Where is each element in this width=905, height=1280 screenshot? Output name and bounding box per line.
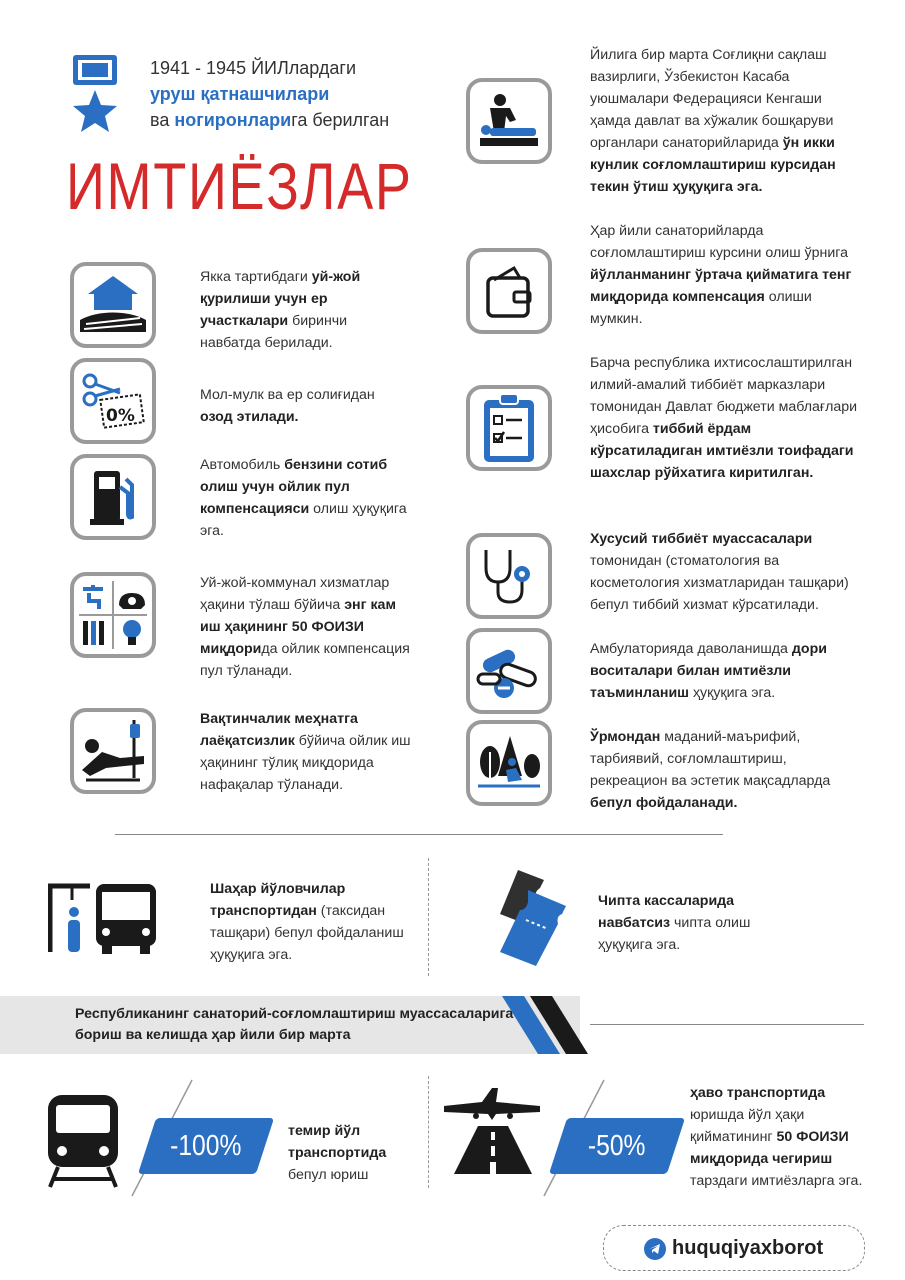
header-subtitle: 1941 - 1945 ЙИЛлардаги уруш қатнашчилари ва ногиронларига берилган [150, 58, 390, 130]
bus-stop-icon [48, 880, 160, 956]
airplane-runway-icon [442, 1084, 544, 1176]
city-transport-text: Шаҳар йўловчилар транспортидан (таксидан ташқари) бепул фойдаланиш ҳуқуқига эга. [210, 881, 404, 963]
benefit-forest-text: Ўрмондан маданий-маърифий, тарбиявий, соғломлаштириш, рекреацион ва эстетик мақсадларда бепул фойдаланади. [590, 729, 831, 811]
massage-icon [476, 92, 542, 150]
tickets-icon [486, 866, 578, 972]
benefit-icon-frame [70, 572, 156, 658]
svg-text:0%: 0% [106, 406, 135, 426]
tax-scissors-icon [80, 371, 146, 431]
rail-transport-text: темир йўл транспортида бепул юриш [288, 1123, 387, 1183]
annual-trip-text: Республиканинг санаторий-соғломлаштириш муассасаларига бориш ва келишда ҳар йили бир марта [75, 1006, 514, 1043]
benefit-icon-frame [70, 454, 156, 540]
benefit-icon-frame [70, 358, 156, 444]
rail-discount-badge: -100% [138, 1118, 274, 1174]
train-icon [44, 1093, 122, 1189]
benefit-icon-frame [466, 533, 552, 619]
benefit-icon-frame [466, 78, 552, 164]
ticket-queue-text: Чипта кассаларида навбатсиз чипта олиш ҳуқуқига эга. [598, 893, 751, 953]
benefit-land-text: Якка тартибдаги уй-жой қурилиши учун ер участкалари биринчи навбатда берилади. [200, 269, 361, 351]
stethoscope-icon [478, 546, 540, 606]
forest-icon [476, 732, 542, 794]
fuel-pump-icon [88, 467, 138, 527]
house-land-icon [78, 274, 148, 336]
air-discount-badge: -50% [549, 1118, 685, 1174]
benefit-icon-frame [466, 720, 552, 806]
column-divider [428, 1076, 429, 1188]
telegram-channel-name: huquqiyaxborot [672, 1236, 824, 1259]
benefit-medicines-text: Амбулаторияда даволанишда дори воситалари билан имтиёзли таъминланиш ҳуқуқига эга. [590, 641, 827, 701]
column-divider [428, 858, 429, 976]
benefit-fuel-text: Автомобиль бензини сотиб олиш учун ойлик пул компенсацияси олиш ҳуқуқига эга. [200, 457, 407, 539]
benefit-utilities-text: Уй-жой-коммунал хизматлар ҳақини тўлаш бўйича энг кам иш ҳақининг 50 ФОИЗИ миқдорида ойлик компенсация пул тўланади. [200, 575, 410, 679]
benefit-compensation-text: Ҳар йили санаторийларда соғломлаштириш курсини олиш ўрнига йўлланманинг ўртача қийматига тенг миқдорида компенсация олиши мумкин. [590, 223, 852, 327]
benefit-icon-frame [466, 385, 552, 471]
hospital-bed-icon [76, 716, 150, 786]
band-stripes-decoration [500, 996, 600, 1054]
section-divider [115, 834, 723, 835]
telegram-channel-link[interactable] [603, 1225, 865, 1271]
benefit-tax-text: Мол-мулк ва ер солиғидан озод этилади. [200, 387, 375, 425]
benefit-private-clinics-text: Хусусий тиббиёт муассасалари томонидан (стоматология ва косметология хизматларидан ташқари) бепул тиббий хизмат кўрсатилади. [590, 531, 849, 613]
medal-star-icon [70, 50, 120, 140]
benefit-icon-frame [466, 248, 552, 334]
telegram-icon [644, 1238, 666, 1260]
benefit-icon-frame [70, 708, 156, 794]
benefit-sickleave-text: Вақтинчалик меҳнатга лаёқатсизлик бўйича ойлик иш ҳақининг тўлиқ миқдорида нафақалар тўланади. [200, 711, 411, 793]
utilities-icon [77, 579, 149, 651]
benefit-icon-frame [466, 628, 552, 714]
benefit-icon-frame [70, 262, 156, 348]
air-transport-text: ҳаво транспортида юришда йўл ҳақи қийматининг 50 ФОИЗИ миқдорида чегириш тарздаги имтиёзларга эга. [690, 1085, 863, 1189]
band-line [590, 1024, 864, 1025]
clipboard-checklist-icon [482, 392, 536, 464]
benefit-sanatorium-text: Йилига бир марта Соғлиқни сақлаш вазирлиги, Ўзбекистон Касаба уюшмалари Федерацияси Кенгаши ҳамда давлат ва хўжалик бошқаруви органлари санаторийларида ўн икки кунлик соғломлаштириш курсидан текин ўтиш ҳуқуқига эга. [590, 47, 836, 195]
page-title: ИМТИЁЗЛАР [66, 149, 413, 223]
benefit-medical-centers-text: Барча республика ихтисослаштирилган илмий-амалий тиббиёт марказлари томонидан Давлат бюджети маблағлари ҳисобига тиббий ёрдам кўрсатиладиган имтиёзли тоифадаги шахслар рўйхатига киритилган. [590, 355, 858, 481]
pills-icon [476, 640, 542, 702]
wallet-icon [484, 262, 534, 320]
